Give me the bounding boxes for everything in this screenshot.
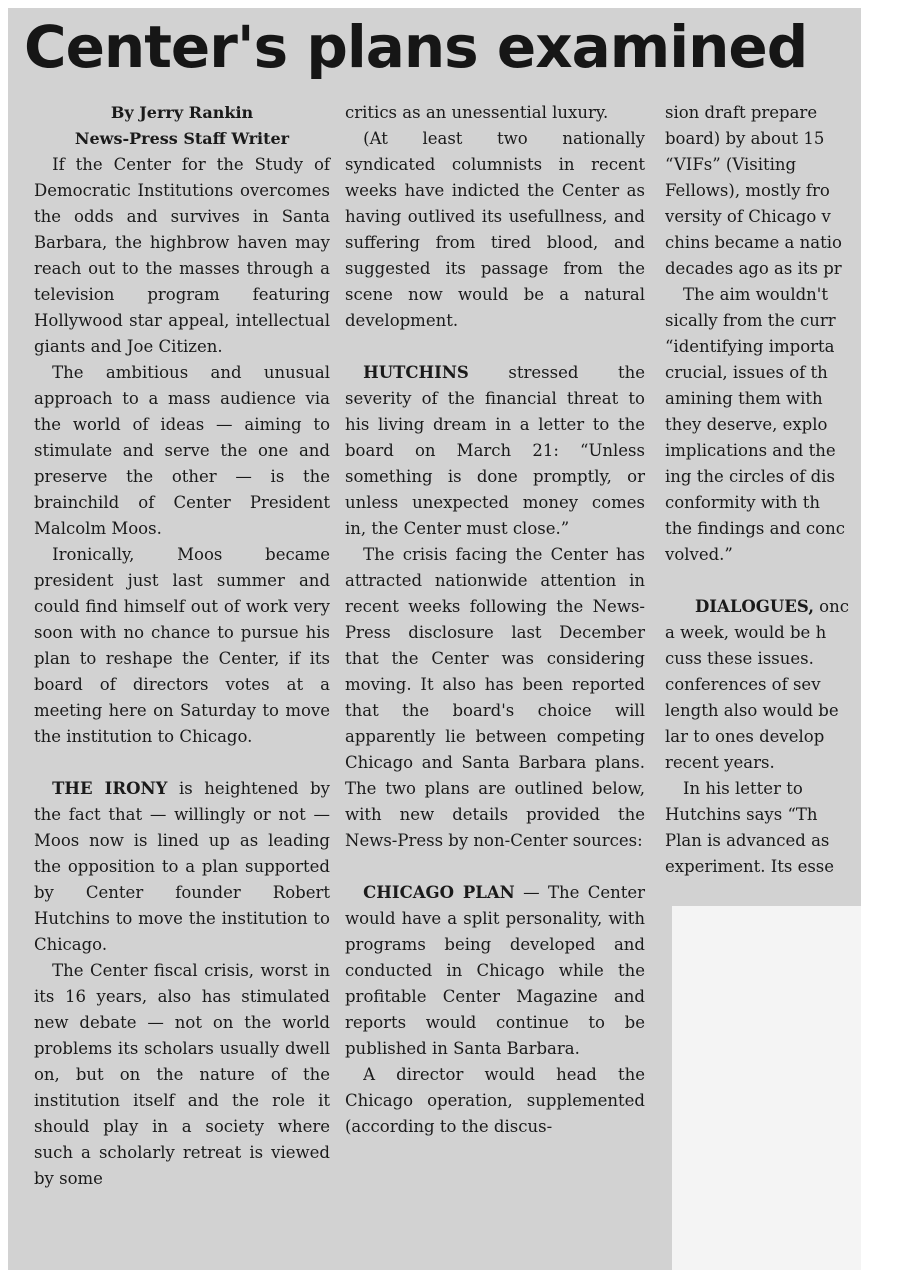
paragraph xyxy=(665,776,861,880)
paragraph: The crisis facing the Center has attracted nationwide attention in recent weeks following the News-Press disclosure last December that the Center was considering moving. It also has been reported that the board's choice will apparently lie between competing Chicago and Santa Barbara plans. The two plans are outlined below, with new details provided the News-Press by non-Center sources: xyxy=(345,545,645,850)
line: sically from the curr xyxy=(665,311,836,330)
line: the findings and conc xyxy=(665,519,845,538)
line: chins became a natio xyxy=(665,233,842,252)
paragraph-text: stressed the severity of the financial threat to his living dream in a letter to the board on March 21: “Unless something is done promptly, or unless unexpected money comes in, the Center must close.” xyxy=(345,363,645,538)
subhead-paragraph xyxy=(665,594,861,776)
paragraph xyxy=(665,282,861,568)
line: The aim wouldn't xyxy=(683,285,828,304)
paragraph-text: is heightened by the fact that — willingly or not — Moos now is lined up as leading the opposition to a plan supported by Center founder Robert Hutchins to move the institution to Chicago. xyxy=(34,779,330,954)
line: conferences of sev xyxy=(665,675,821,694)
paragraph: If the Center for the Study of Democratic Institutions overcomes the odds and survives in Santa Barbara, the highbrow haven may reach out to the masses through a television program featuring Hollywood star appeal, intellectual giants and Joe Citizen. xyxy=(34,155,330,356)
line: volved.” xyxy=(665,545,733,564)
byline: By Jerry Rankin xyxy=(110,103,254,122)
subhead-paragraph xyxy=(345,360,645,542)
line: Hutchins says “Th xyxy=(665,805,818,824)
line: recent years. xyxy=(665,753,775,772)
line: board) by about 15 xyxy=(665,129,825,148)
line: they deserve, explo xyxy=(665,415,828,434)
subhead: HUTCHINS xyxy=(363,363,469,382)
line: “VIFs” (Visiting xyxy=(665,155,797,174)
line: Plan is advanced as xyxy=(665,831,830,850)
line: conformity with th xyxy=(665,493,821,512)
paragraph: critics as an unessential luxury. xyxy=(345,103,609,122)
line-text: onc xyxy=(813,597,849,616)
line: lar to ones develop xyxy=(665,727,825,746)
line: versity of Chicago v xyxy=(665,207,831,226)
subhead-paragraph xyxy=(34,776,330,958)
subhead: THE IRONY xyxy=(52,779,168,798)
paragraph: A director would head the Chicago operation, supplemented (according to the discus- xyxy=(345,1065,645,1136)
line: Fellows), mostly fro xyxy=(665,181,830,200)
paragraph: The ambitious and unusual approach to a mass audience via the world of ideas — aiming to stimulate and serve the one and preserve the other — is the brainchild of Center President Malcolm Moos. xyxy=(34,363,330,538)
line: “identifying importa xyxy=(665,337,835,356)
blank-region xyxy=(672,906,861,1270)
line: amining them with xyxy=(665,389,823,408)
subhead-paragraph xyxy=(345,880,645,1062)
paragraph: Ironically, Moos became president just last summer and could find himself out of work very soon with no chance to pursue his plan to reshape the Center, if its board of directors votes at a meeting here on Saturday to move the institution to Chicago. xyxy=(34,545,330,746)
headline: Center's plans examined xyxy=(24,13,808,81)
line: experiment. Its esse xyxy=(665,857,835,876)
line: length also would be xyxy=(665,701,839,720)
line xyxy=(665,594,861,620)
line: a week, would be h xyxy=(665,623,827,642)
subhead: DIALOGUES, xyxy=(695,597,814,616)
newspaper-clipping xyxy=(8,8,861,1270)
staff-line: News-Press Staff Writer xyxy=(74,129,290,148)
paragraph xyxy=(665,100,861,282)
line: ing the circles of dis xyxy=(665,467,835,486)
line: sion draft prepare xyxy=(665,103,818,122)
paragraph: (At least two nationally syndicated columnists in recent weeks have indicted the Center as having outlived its usefullness, and suffering from tired blood, and suggested its passage from the scene now would be a natural development. xyxy=(345,129,645,330)
subhead: CHICAGO PLAN xyxy=(363,883,515,902)
article-column-2 xyxy=(345,100,645,1140)
paragraph: The Center fiscal crisis, worst in its 16 years, also has stimulated new debate — not on the world problems its scholars usually dwell on, but on the nature of the institution itself and the role it should play in a society where such a scholarly retreat is viewed by some xyxy=(34,961,330,1188)
paragraph-text: — The Center would have a split personality, with programs being developed and conducted in Chicago while the profitable Center Magazine and reports would continue to be published in Santa Barbara. xyxy=(345,883,645,1058)
article-column-1 xyxy=(34,100,330,1192)
line: In his letter to xyxy=(683,779,803,798)
line: decades ago as its pr xyxy=(665,259,842,278)
line: cuss these issues. xyxy=(665,649,814,668)
line: crucial, issues of th xyxy=(665,363,828,382)
article-column-3 xyxy=(665,100,861,880)
line: implications and the xyxy=(665,441,836,460)
